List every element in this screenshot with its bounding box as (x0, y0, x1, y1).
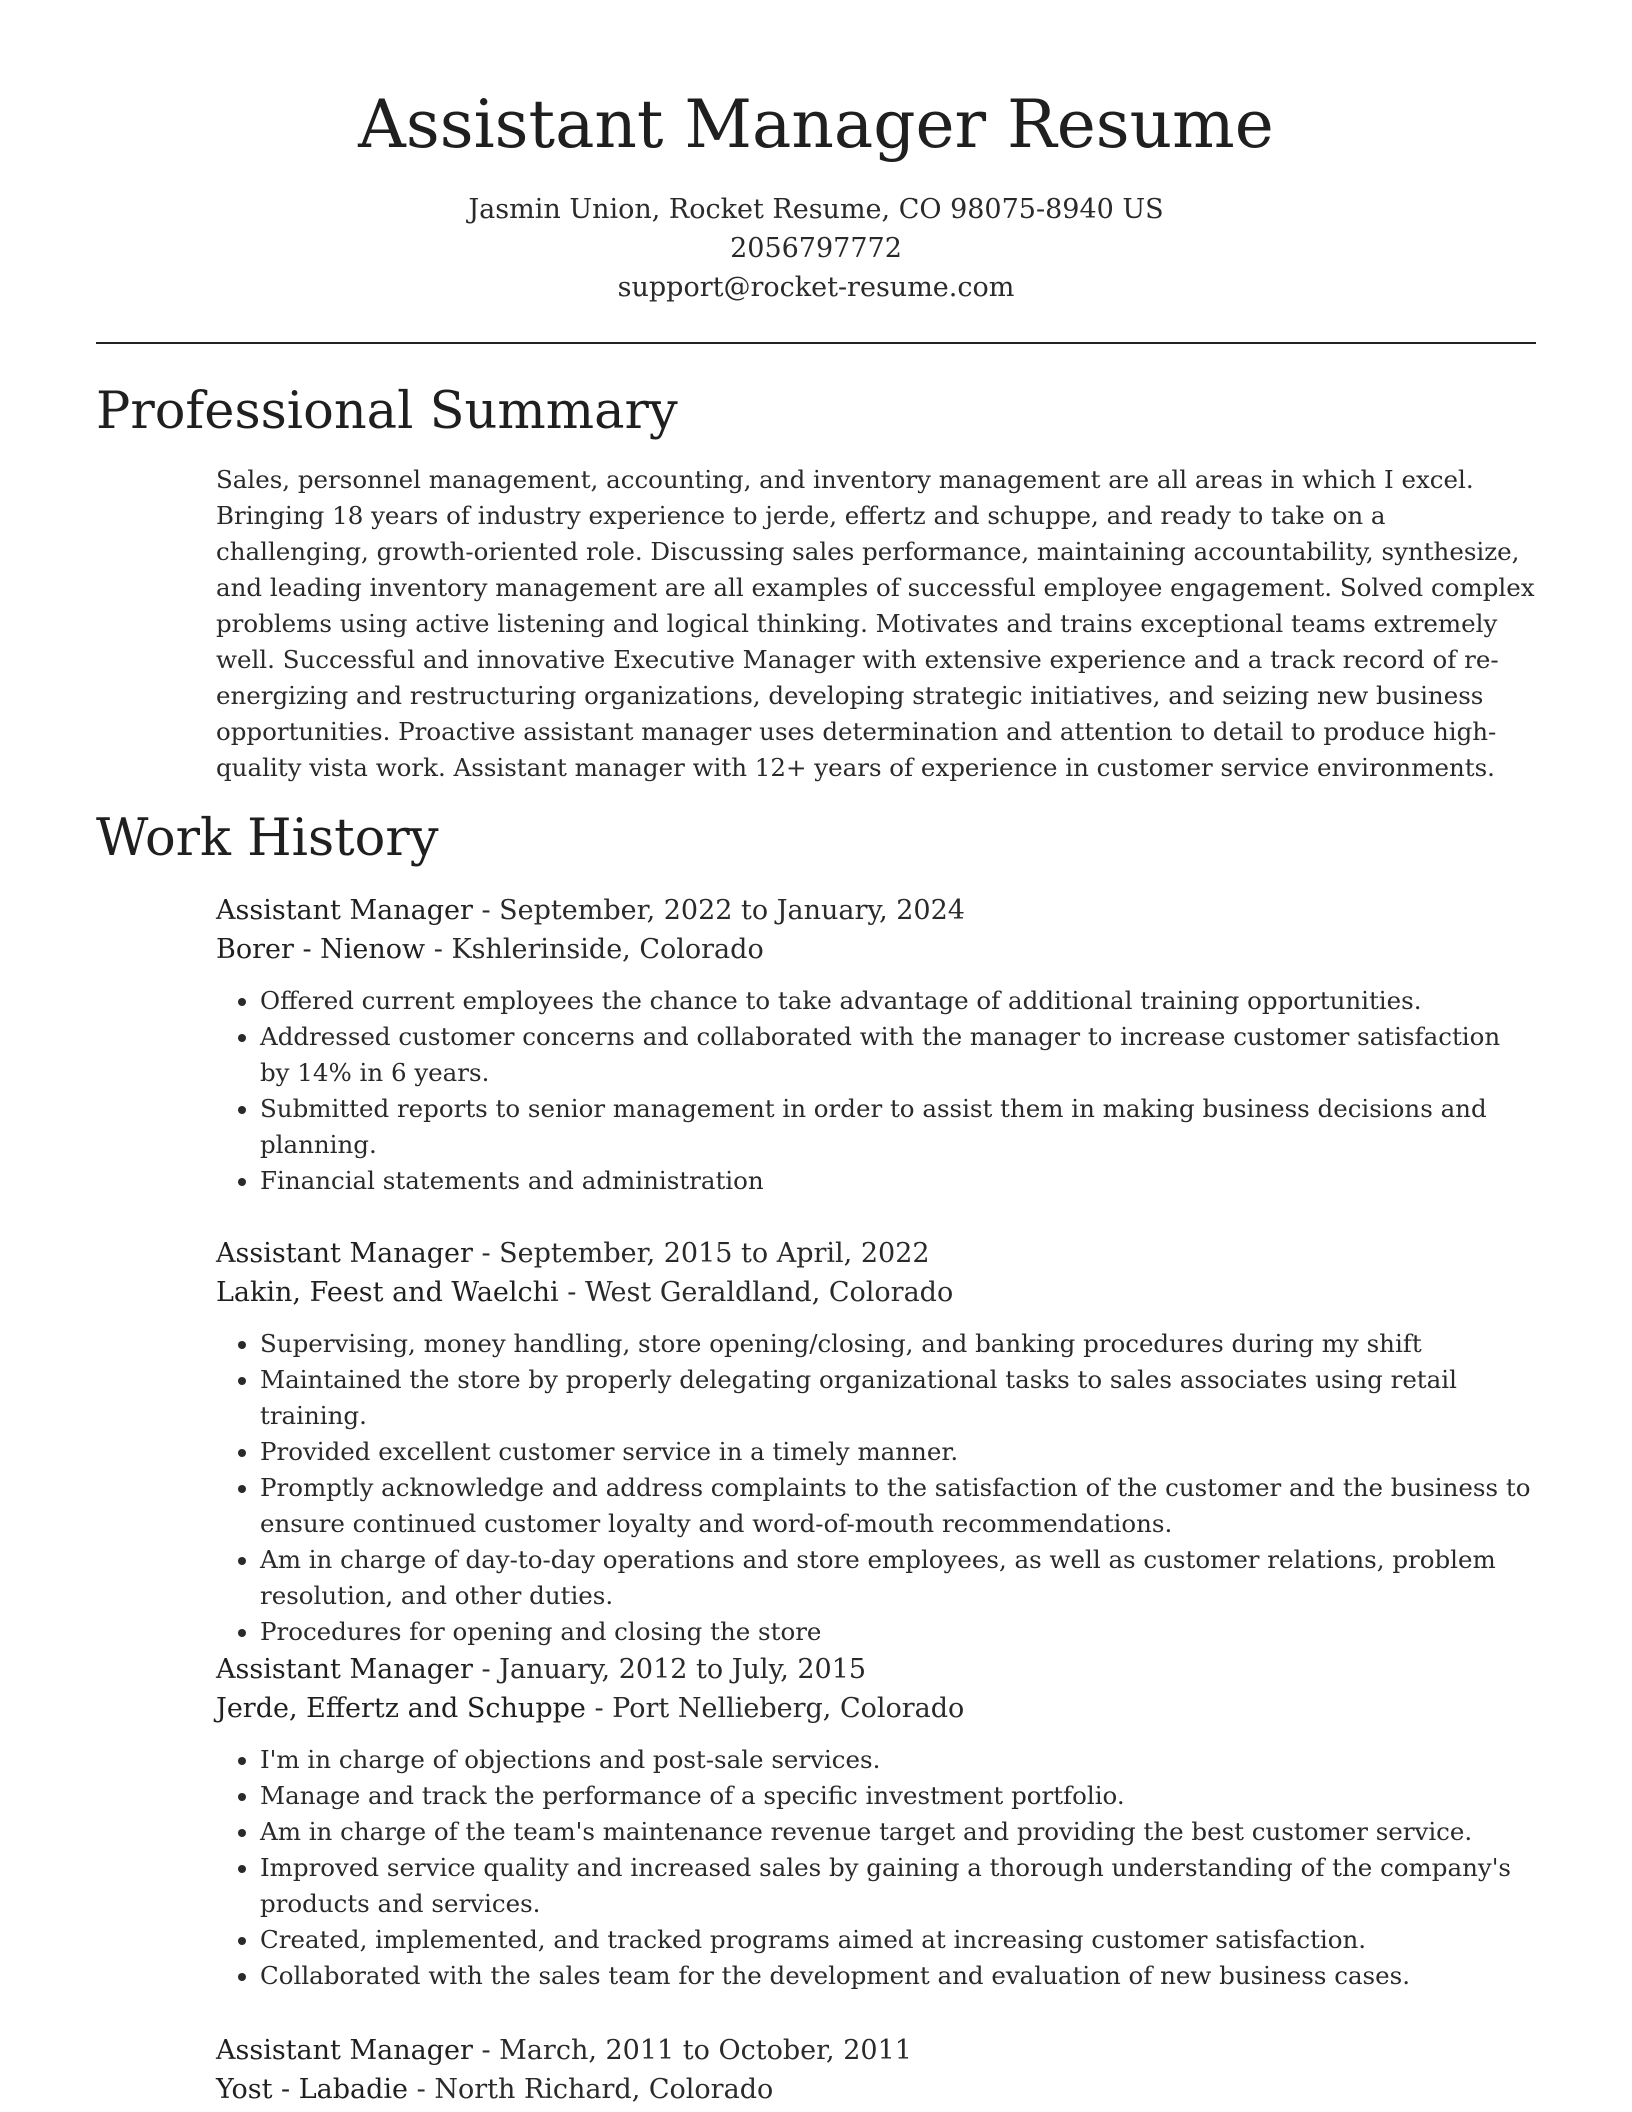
job-title: Assistant Manager (216, 1654, 473, 1685)
job-dates: March, 2011 to October, 2011 (499, 2035, 912, 2066)
contact-phone: 2056797772 (730, 233, 902, 264)
job-company-line (216, 930, 1536, 969)
job-title: Assistant Manager (216, 895, 473, 926)
job-entry (216, 891, 1536, 1199)
job-separator: - (408, 2074, 435, 2105)
job-bullets (216, 983, 1536, 1199)
job-separator: - (472, 1654, 500, 1685)
resume-title: Assistant Manager Resume (358, 86, 1274, 163)
job-bullet: • Promptly acknowledge and address complaints to the satisfaction of the customer and the business to ensure continued customer loyalty and word-of-mouth recommendations. (260, 1470, 1536, 1542)
job-separator: - (558, 1277, 585, 1308)
job-company: Yost - Labadie (216, 2074, 409, 2105)
job-separator: - (472, 2035, 500, 2066)
job-bullet: • Created, implemented, and tracked programs aimed at increasing customer satisfaction. (260, 1922, 1536, 1958)
job-bullet: • Maintained the store by properly delegating organizational tasks to sales associates using retail training. (260, 1362, 1536, 1434)
job-bullet: • Am in charge of day-to-day operations and store employees, as well as customer relations, problem resolution, and other duties. (260, 1542, 1536, 1614)
job-title-line (216, 891, 1536, 930)
job-title: Assistant Manager (216, 1238, 473, 1269)
job-bullet: • Improved service quality and increased sales by gaining a thorough understanding of the company's products and services. (260, 1850, 1536, 1922)
job-company: Jerde, Effertz and Schuppe (216, 1693, 586, 1724)
job-title: Assistant Manager (216, 2035, 473, 2066)
job-location: Kshlerinside, Colorado (451, 934, 764, 965)
job-dates: September, 2022 to January, 2024 (499, 895, 965, 926)
contact-address: Jasmin Union, Rocket Resume, CO 98075-8940 US (468, 194, 1164, 225)
job-bullet: • Submitted reports to senior management in order to assist them in making business decisions and planning. (260, 1091, 1536, 1163)
job-location: West Geraldland, Colorado (585, 1277, 954, 1308)
job-title-line (216, 2031, 1536, 2070)
summary-heading: Professional Summary (96, 382, 678, 441)
job-separator: - (472, 1238, 500, 1269)
job-company-line (216, 2070, 1536, 2109)
job-bullets (216, 1326, 1536, 1650)
job-location: North Richard, Colorado (434, 2074, 774, 2105)
job-entry (216, 1650, 1536, 1994)
job-bullet: • Financial statements and administration (260, 1163, 1536, 1199)
job-dates: September, 2015 to April, 2022 (499, 1238, 930, 1269)
job-company: Borer - Nienow (216, 934, 426, 965)
job-bullet: • Addressed customer concerns and collaborated with the manager to increase customer satisfaction by 14% in 6 years. (260, 1019, 1536, 1091)
job-company: Lakin, Feest and Waelchi (216, 1277, 559, 1308)
job-company-line (216, 1689, 1536, 1728)
job-company-line (216, 1273, 1536, 1312)
contact-block (0, 190, 1632, 307)
job-separator: - (425, 934, 452, 965)
job-bullet: • I'm in charge of objections and post-sale services. (260, 1742, 1536, 1778)
contact-email: support@rocket-resume.com (617, 272, 1015, 303)
job-entry (216, 1234, 1536, 1650)
job-dates: January, 2012 to July, 2015 (499, 1654, 867, 1685)
job-title-line (216, 1234, 1536, 1273)
job-title-line (216, 1650, 1536, 1689)
job-bullet: • Supervising, money handling, store opening/closing, and banking procedures during my shift (260, 1326, 1536, 1362)
job-bullet: • Manage and track the performance of a specific investment portfolio. (260, 1778, 1536, 1814)
job-bullet: • Procedures for opening and closing the store (260, 1614, 1536, 1650)
work-history-heading: Work History (96, 809, 439, 868)
job-bullets (216, 1742, 1536, 1994)
job-location: Port Nellieberg, Colorado (612, 1693, 965, 1724)
job-bullet: • Offered current employees the chance to take advantage of additional training opportunities. (260, 983, 1536, 1019)
job-bullet: • Collaborated with the sales team for the development and evaluation of new business cases. (260, 1958, 1536, 1994)
job-bullet: • Am in charge of the team's maintenance revenue target and providing the best customer service. (260, 1814, 1536, 1850)
job-bullet: • Provided excellent customer service in a timely manner. (260, 1434, 1536, 1470)
header-divider (96, 342, 1536, 344)
job-separator: - (585, 1693, 613, 1724)
summary-text: Sales, personnel management, accounting, and inventory management are all areas in which I excel. Bringing 18 years of industry experience to jerde, effertz and schuppe, and ready to take on a challenging, growth-oriented role. Discussing sales performance, maintaining accountability, synthesize, and leading inventory management are all examples of successful employee engagement. Solved complex problems using active listening and logical thinking. Motivates and trains exceptional teams extremely well. Successful and innovative Executive Manager with extensive experience and a track record of re-energizing and restructuring organizations, developing strategic initiatives, and seizing new business opportunities. Proactive assistant manager uses determination and attention to detail to produce high-quality vista work. Assistant manager with 12+ years of experience in customer service environments. (216, 465, 1535, 782)
job-entry (216, 2031, 1536, 2109)
job-separator: - (472, 895, 500, 926)
